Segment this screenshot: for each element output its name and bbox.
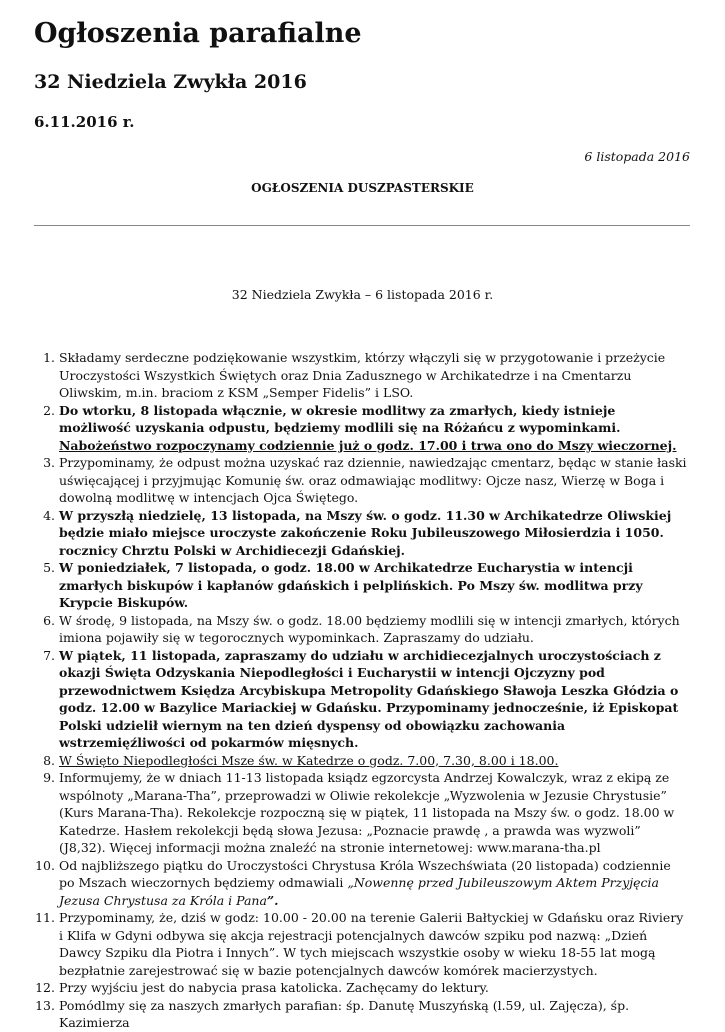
list-item-number: 4. (43, 507, 55, 523)
list-item-text: Przy wyjściu jest do nabycia prasa katolicka. Zachęcamy do lektury. (59, 980, 489, 995)
list-item (0, 979, 725, 997)
list-item-text: W poniedziałek, 7 listopada, o godz. 18.00 w Archikatedrze Eucharystia w intencji zmarłych biskupów i kapłanów gdańskich i pelplińskich. Po Mszy św. modlitwa przy Krypcie Biskupów. (59, 560, 643, 610)
date-heading: 6.11.2016 r. (34, 113, 135, 131)
list-item-text: „Nowennę przed Jubileuszowym Aktem Przyjęcia Jezusa Chrystusa za Króla i Pana (59, 875, 659, 908)
list-item-number: 12. (35, 980, 55, 995)
list-item (0, 559, 725, 612)
list-item-number: 3. (43, 455, 55, 470)
list-item-text: W piątek, 11 listopada, zapraszamy do udziału w archidiecezjalnych uroczystościach z okazji Święta Odzyskania Niepodległości i Eucharystii w intencji Ojczyzny pod przewodnictwem Księdza Arcybiskupa Metropolity Gdańskiego Sławoja Leszka Głódzia o godz. 12.00 w Bazylice Mariackiej w Gdańsku. Przypominamy jednocześnie, iż Episkopat Polski udzielił wiernym na ten dzień dyspensy od obowiązku zachowania wstrzemięźliwości od pokarmów mięsnych. (59, 647, 679, 750)
list-item-text: Pomódlmy się za naszych zmarłych parafian: śp. Danutę Muszyńską (l.59, ul. Zajęcza), śp. Kazimierza (59, 997, 630, 1030)
list-item (0, 507, 725, 560)
list-item-number: 8. (43, 752, 55, 768)
list-item (0, 769, 725, 857)
list-item-text: W przyszłą niedzielę, 13 listopada, na Mszy św. o godz. 11.30 w Archikatedrze Oliwskiej będzie miało miejsce uroczyste zakończenie Roku Jubileuszowego Miłosierdzia i 1050. rocznicy Chrztu Polski w Archidiecezji Gdańskiej. (59, 507, 672, 558)
page-subtitle: 32 Niedziela Zwykła 2016 (34, 71, 307, 93)
list-item (0, 402, 725, 455)
list-item-text: ”. (266, 892, 279, 908)
list-item (0, 857, 725, 910)
list-item (0, 752, 725, 770)
list-item (0, 454, 725, 507)
list-item-number: 5. (43, 560, 55, 575)
list-item-text: Do wtorku, 8 listopada włącznie, w okresie modlitwy za zmarłych, kiedy istnieje możliwość uzyskania odpustu, będziemy modlili się na Różańcu z wypominkami. (59, 402, 621, 435)
announcement-list (0, 349, 725, 1032)
list-item-number: 2. (43, 402, 55, 418)
list-item-text: Przypominamy, że odpust można uzyskać raz dziennie, nawiedzając cmentarz, będąc w stanie łaski uświęcającej i przyjmując Komunię św. oraz odmawiając modlitwy: Ojcze nasz, Wierzę w Boga i dowolną modlitwę w intencjach Ojca Świętego. (59, 455, 687, 505)
list-item (0, 997, 725, 1032)
list-item-number: 1. (43, 350, 55, 365)
section-subtitle: 32 Niedziela Zwykła – 6 listopada 2016 r. (231, 287, 494, 302)
section-title: OGŁOSZENIA DUSZPASTERSKIE (251, 181, 474, 195)
list-item-number: 13. (35, 997, 55, 1013)
date-label: 6 listopada 2016 (584, 149, 690, 164)
list-item-number: 11. (35, 910, 55, 925)
list-item-number: 10. (35, 857, 55, 873)
page-title: Ogłoszenia parafialne (34, 18, 362, 49)
list-item (0, 909, 725, 979)
horizontal-rule (34, 225, 690, 226)
list-item-text: W środę, 9 listopada, na Mszy św. o godz. 18.00 będziemy modlili się w intencji zmarłych, których imiona pojawiły się w tegorocznych wypominkach. Zapraszamy do udziału. (59, 612, 680, 645)
list-item-text: Informujemy, że w dniach 11-13 listopada ksiądz egzorcysta Andrzej Kowalczyk, wraz z ekipą ze wspólnoty „Marana-Tha”, przeprowadzi w Oliwie rekolekcje „Wyzwolenia w Jezusie Chrystusie” (Kurs Marana-Tha). Rekolekcje rozpoczną się w piątek, 11 listopada na Mszy św. o godz. 18.00 w Katedrze. Hasłem rekolekcji będą słowa Jezusa: „Poznacie prawdę , a prawda was wyzwoli” (J8,32). Więcej informacji można znaleźć na stronie internetowej: www.marana-tha.pl (59, 770, 675, 855)
list-item-text: Składamy serdeczne podziękowanie wszystkim, którzy włączyli się w przygotowanie i przeżycie Uroczystości Wszystkich Świętych oraz Dnia Zadusznego w Archikatedrze i na Cmentarzu Oliwskim, m.in. braciom z KSM „Semper Fidelis” i LSO. (59, 350, 666, 400)
list-item-text: Od najbliższego piątku do Uroczystości Chrystusa Króla Wszechświata (20 listopada) codziennie po Mszach wieczornych będziemy odmawiali (59, 857, 671, 890)
list-item (0, 349, 725, 402)
list-item-text: Nabożeństwo rozpoczynamy codziennie już o godz. 17.00 i trwa ono do Mszy wieczornej. (59, 437, 677, 453)
list-item-text: W Święto Niepodległości Msze św. w Katedrze o godz. 7.00, 7.30, 8.00 i 18.00. (59, 752, 559, 768)
list-item (0, 612, 725, 647)
list-item-number: 7. (43, 647, 55, 663)
list-item-text: Przypominamy, że, dziś w godz: 10.00 - 20.00 na terenie Galerii Bałtyckiej w Gdańsku oraz Riviery i Klifa w Gdyni odbywa się akcja rejestracji potencjalnych dawców szpiku pod nazwą: „Dzień Dawcy Szpiku dla Piotra i Innych”. W tych miejscach wszystkie osoby w wieku 18-55 lat mogą bezpłatnie zarejestrować się w bazie potencjalnych dawców komórek macierzystych. (59, 910, 684, 978)
list-item-number: 6. (43, 612, 55, 628)
list-item-number: 9. (43, 770, 55, 785)
list-item (0, 647, 725, 752)
